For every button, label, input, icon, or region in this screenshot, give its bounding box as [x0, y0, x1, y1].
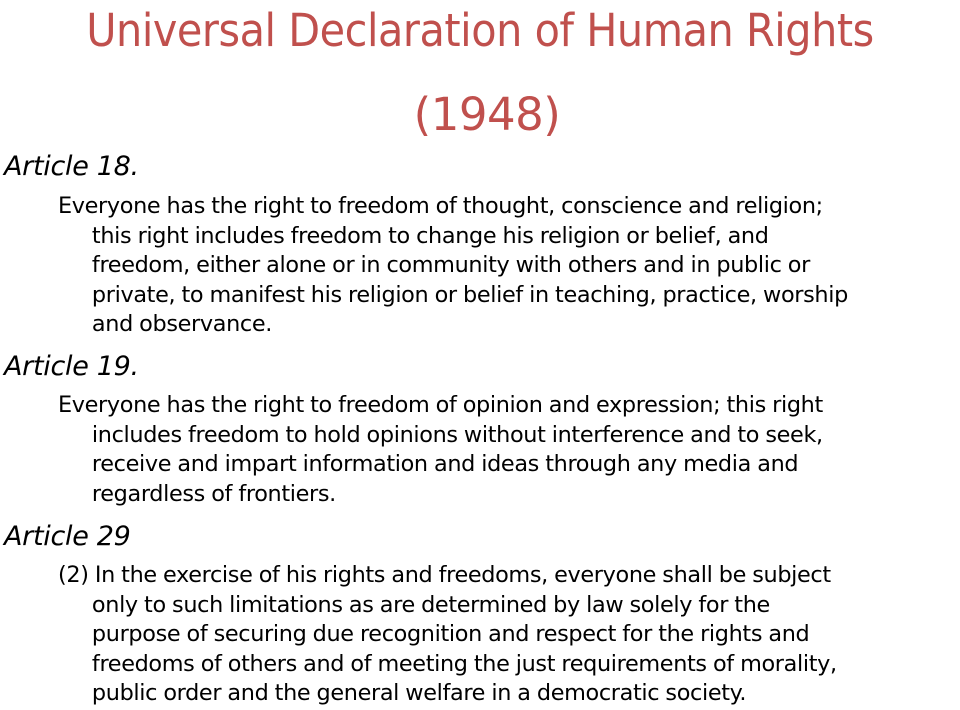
article-19-line-4: regardless of frontiers. — [91, 480, 336, 507]
slide-title — [0, 0, 960, 146]
article-29-line-5: public order and the general welfare in a democratic society. — [91, 680, 747, 706]
article-18-heading: Article 18. — [4, 151, 139, 182]
title-line-2: (1948) — [413, 88, 561, 141]
article-29-body — [58, 561, 958, 709]
article-19-line-1: Everyone has the right to freedom of opinion and expression; this right — [58, 392, 823, 418]
article-18-line-1: Everyone has the right to freedom of thought, conscience and religion; — [58, 193, 823, 219]
title-line-1: Universal Declaration of Human Rights — [86, 4, 874, 57]
article-18-line-2: this right includes freedom to change his religion or belief, and — [91, 222, 769, 249]
article-19-line-3: receive and impart information and ideas through any media and — [91, 451, 799, 477]
article-19-heading: Article 19. — [4, 351, 139, 382]
article-29-line-1: (2) In the exercise of his rights and freedoms, everyone shall be subject — [58, 562, 831, 588]
article-18-line-3: freedom, either alone or in community with others and in public or — [91, 252, 810, 278]
article-19-line-2: includes freedom to hold opinions without interference and to seek, — [91, 421, 823, 448]
article-18-line-4: private, to manifest his religion or belief in teaching, practice, worship — [91, 281, 848, 308]
article-29-line-3: purpose of securing due recognition and respect for the rights and — [91, 621, 810, 647]
article-29-line-4: freedoms of others and of meeting the just requirements of morality, — [91, 650, 837, 677]
article-18-body — [58, 192, 958, 340]
article-29-line-2: only to such limitations as are determined by law solely for the — [91, 591, 770, 618]
article-19-body — [58, 391, 958, 509]
article-29-heading: Article 29 — [4, 521, 131, 552]
article-18-line-5: and observance. — [91, 311, 272, 337]
